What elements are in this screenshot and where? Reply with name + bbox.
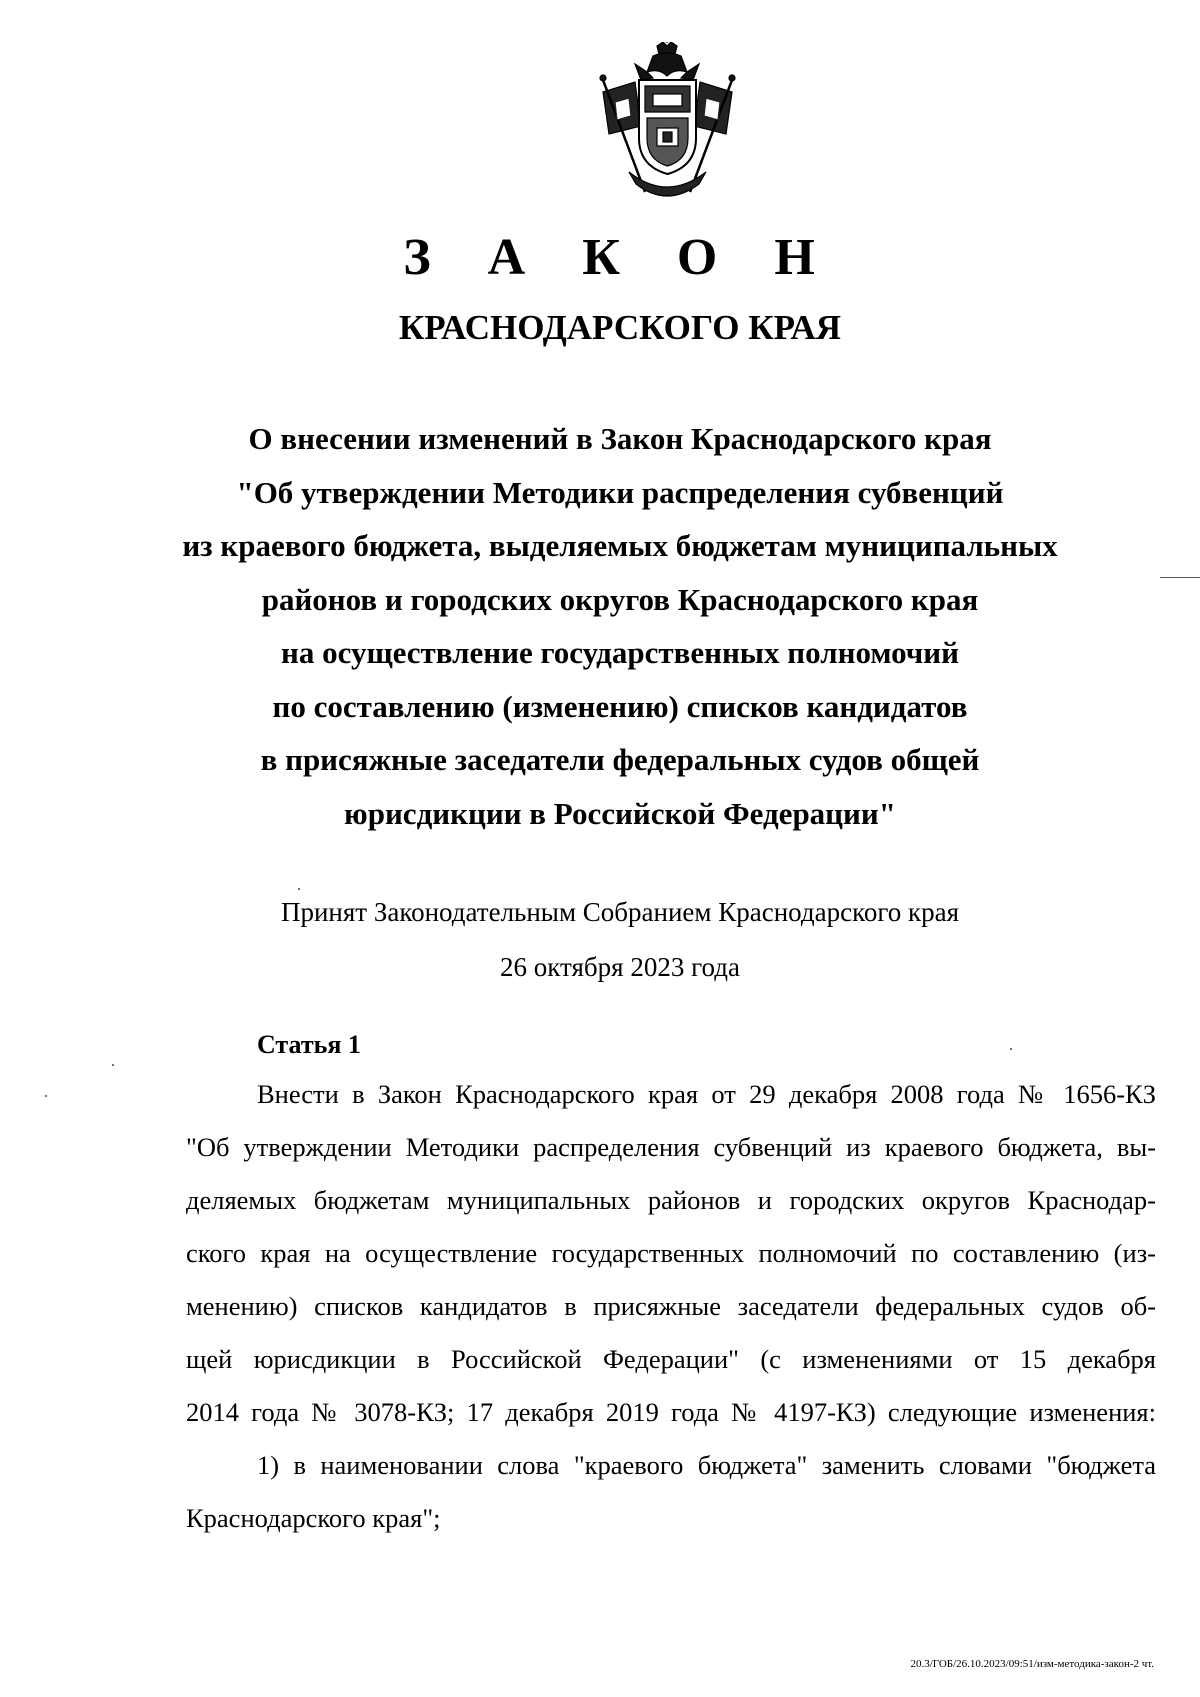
adoption-body: Принят Законодательным Собранием Краснодарского края <box>280 897 960 927</box>
paragraph-line: ского края на осуществление государственных полномочий по составлению (из- <box>186 1238 1156 1268</box>
law-title-line: в присяжные заседатели федеральных судов общей <box>260 742 980 777</box>
paragraph-line: "Об утверждении Методики распределения субвенций из краевого бюджета, вы- <box>186 1132 1156 1162</box>
coat-of-arms-icon <box>595 42 740 197</box>
paragraph-line: Внести в Закон Краснодарского края от 29 декабря 2008 года № 1656-КЗ <box>257 1079 1156 1109</box>
adoption-note <box>0 885 1200 995</box>
item-line: Краснодарского края"; <box>186 1503 441 1533</box>
law-title <box>0 412 1200 840</box>
scan-margin-mark <box>1160 577 1200 578</box>
paragraph-line: 2014 года № 3078-КЗ; 17 декабря 2019 года № 4197-КЗ) следующие изменения: <box>186 1397 1156 1427</box>
paragraph-line: деляемых бюджетам муниципальных районов и городских округов Краснодар- <box>186 1185 1156 1215</box>
paragraph-line: щей юрисдикции в Российской Федерации" (с изменениями от 15 декабря <box>186 1344 1156 1374</box>
adoption-date: 26 октября 2023 года <box>500 952 740 982</box>
paragraph-line: менению) списков кандидатов в присяжные заседатели федеральных судов об- <box>186 1291 1156 1321</box>
scan-speck <box>45 1095 47 1097</box>
law-title-line: на осуществление государственных полномочий <box>281 635 959 670</box>
law-title-line: районов и городских округов Краснодарского края <box>261 581 979 617</box>
article-heading: Статья 1 <box>257 1030 361 1059</box>
law-title-line: О внесении изменений в Закон Краснодарского края <box>248 421 992 456</box>
scan-speck <box>298 888 300 890</box>
article-body <box>186 1068 1156 1545</box>
law-title-line: по составлению (изменению) списков кандидатов <box>272 688 968 724</box>
law-title-line: из краевого бюджета, выделяемых бюджетам муниципальных <box>182 528 1058 563</box>
law-title-line: "Об утверждении Методики распределения субвенций <box>236 474 1004 510</box>
item-line: 1) в наименовании слова "краевого бюджета" заменить словами "бюджета <box>257 1450 1156 1480</box>
law-title-line: юрисдикции в Российской Федерации" <box>344 795 896 831</box>
scan-speck <box>1010 1048 1012 1050</box>
region-heading: КРАСНОДАРСКОГО КРАЯ <box>398 308 842 347</box>
scan-speck <box>112 1064 114 1066</box>
document-type-heading: З А К О Н <box>403 229 837 286</box>
document-footer-code: 20.3/ГОБ/26.10.2023/09:51/изм-методика-закон-2 чт. <box>910 1658 1154 1670</box>
